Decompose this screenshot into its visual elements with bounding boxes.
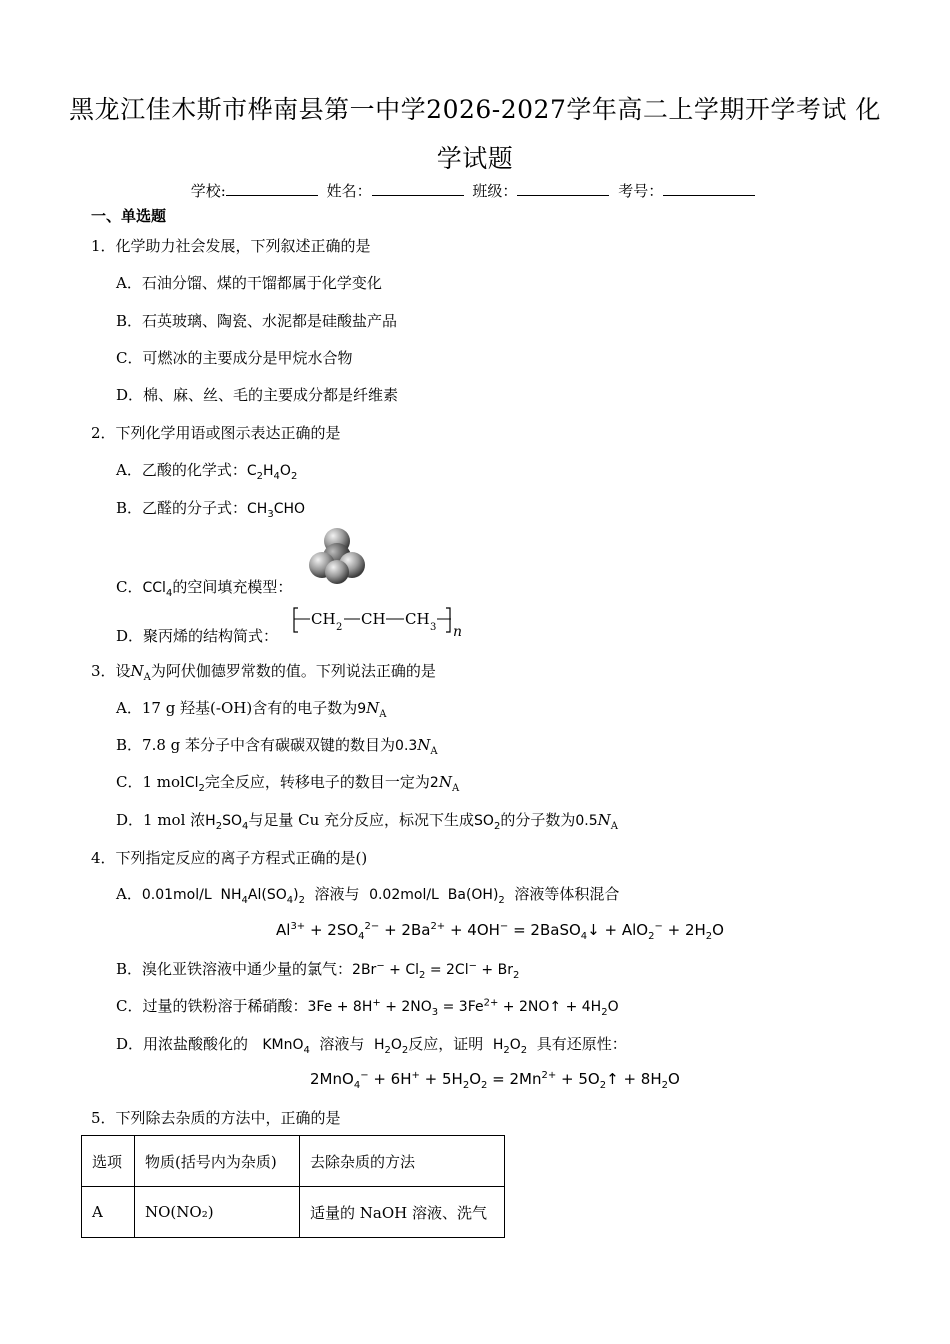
- q4-option-b: B．溴化亚铁溶液中通少量的氯气：$2Br^- + Cl_2 = 2Cl^- + Br_2$: [116, 960, 520, 981]
- svg-text:CH: CH: [311, 610, 336, 628]
- q5-stem: 5．下列除去杂质的方法中，正确的是: [91, 1109, 341, 1127]
- q3-b-text: B．7.8 g 苯分子中含有碳碳双键的数目为: [116, 736, 396, 754]
- q2-option-d-label: D．聚丙烯的结构简式：: [116, 627, 279, 645]
- q3-option-b: B．7.8 g 苯分子中含有碳碳双键的数目为$0.3N_A$: [116, 736, 438, 757]
- q4-a-equation: $Al^{3+} + 2SO_4^{2-} + 2Ba^{2+} + 4OH^-$ = 2BaSO$_4$↓ + $AlO_2^- + 2H_2O$: [276, 921, 724, 942]
- table-cell: NO(NO₂): [135, 1187, 300, 1238]
- q2-option-b: [116, 497, 305, 518]
- q4-d-text-c: 反应，证明: [408, 1035, 484, 1053]
- q3-stem-a: 3．设: [91, 662, 131, 680]
- q3-a-text: A．17 g 羟基(-OH)含有的电子数为: [116, 699, 358, 717]
- q4-a-text-b: 溶液与: [314, 885, 360, 903]
- svg-text:CH: CH: [405, 610, 430, 628]
- svg-text:CH: CH: [361, 610, 386, 628]
- q2-c-formula: CCl$_4$: [142, 580, 173, 599]
- svg-text:3: 3: [430, 622, 437, 633]
- table-header-cell: 物质(括号内为杂质): [135, 1136, 300, 1187]
- q2-a-label: A．乙酸的化学式：: [116, 461, 247, 479]
- table-header-cell: 选项: [82, 1136, 135, 1187]
- school-blank[interactable]: [226, 181, 318, 196]
- q3-d-text-c: 的分子数为: [500, 811, 576, 829]
- table-cell: 适量的 NaOH 溶液、洗气: [300, 1187, 505, 1238]
- q4-d-text-b: 溶液与: [319, 1035, 365, 1053]
- q2-c-label: 的空间填充模型：: [172, 578, 293, 596]
- table-header-row: [82, 1136, 505, 1187]
- q2-stem: 2．下列化学用语或图示表达正确的是: [91, 424, 341, 442]
- q4-option-d: D．用浓盐酸酸化的 KMnO$_4$ 溶液与 $H_2O_2$反应，证明 $H_2O_2$ 具有还原性：: [116, 1035, 627, 1056]
- table-cell: A: [82, 1187, 135, 1238]
- q4-c-text: C．过量的铁粉溶于稀硝酸：: [116, 997, 308, 1015]
- q3-stem-b: 为阿伏伽德罗常数的值。下列说法正确的是: [150, 662, 436, 680]
- q4-option-a: A．0.01mol/L $NH_4Al(SO_4)_2$ 溶液与 0.02mol/L $Ba(OH)_2$ 溶液等体积混合: [116, 885, 620, 906]
- table-header-cell: 去除杂质的方法: [300, 1136, 505, 1187]
- class-label: 班级：: [472, 182, 518, 200]
- page-title-line2: 学试题: [436, 144, 514, 173]
- ccl4-space-filling-model-image: [305, 527, 369, 585]
- q3-d-text-b: 与足量 Cu 充分反应，标况下生成: [248, 811, 475, 829]
- name-blank[interactable]: [372, 181, 464, 196]
- q3-option-a: A．17 g 羟基(-OH)含有的电子数为$9N_A$: [116, 699, 387, 720]
- q2-b-label: B．乙醛的分子式：: [116, 499, 248, 517]
- section-title: 一、单选题: [91, 207, 167, 225]
- q2-c-prefix: C．: [116, 578, 143, 596]
- q3-c-text-b: 完全反应，转移电子的数目一定为: [204, 773, 430, 791]
- q1-option-c: C．可燃冰的主要成分是甲烷水合物: [116, 349, 353, 367]
- q4-option-c: C．过量的铁粉溶于稀硝酸：$3Fe + 8H^+ + 2NO_3 = 3Fe^{2+}$ + 2NO↑ + $4H_2O$: [116, 997, 619, 1018]
- q3-option-d: D．1 mol 浓$H_2SO_4$与足量 Cu 充分反应，标况下生成$SO_2$的分子数为$0.5N_A$: [116, 811, 618, 832]
- exam-number-blank[interactable]: [663, 181, 755, 196]
- q4-a-text-c: 溶液等体积混合: [514, 885, 620, 903]
- q2-option-a: [116, 459, 297, 480]
- q1-option-a: A．石油分馏、煤的干馏都属于化学变化: [116, 274, 382, 292]
- q4-stem: 4．下列指定反应的离子方程式正确的是(): [91, 849, 368, 867]
- q3-c-text-a: C．1 mol: [116, 773, 185, 791]
- q4-d-text-d: 具有还原性：: [536, 1035, 627, 1053]
- q4-a-prefix: A．: [116, 885, 142, 903]
- q4-d-equation: $2MnO_4^- + 6H^+ + 5H_2O_2 = 2Mn^{2+}$ + $5O_2↑ + 8H_2O$: [310, 1070, 680, 1091]
- q4-d-text-a: D．用浓盐酸酸化的: [116, 1035, 249, 1053]
- svg-text:2: 2: [336, 622, 343, 633]
- q1-stem: 1．化学助力社会发展，下列叙述正确的是: [91, 237, 371, 255]
- q5-table: [81, 1135, 505, 1238]
- q2-b-formula: $CH_3CHO$: [247, 501, 306, 520]
- page-title-line1: 黑龙江佳木斯市桦南县第一中学2026-2027学年高二上学期开学考试 化: [69, 95, 881, 124]
- q3-stem: 3．设$N_A$为阿伏伽德罗常数的值。下列说法正确的是: [91, 662, 436, 683]
- student-info-row: [0, 180, 950, 201]
- name-label: 姓名：: [326, 182, 372, 200]
- svg-text:n: n: [453, 624, 463, 640]
- q2-option-c: [116, 576, 292, 597]
- class-blank[interactable]: [517, 181, 609, 196]
- polypropylene-structure-image: [292, 604, 467, 640]
- table-row: [82, 1187, 505, 1238]
- exam-number-label: 考号：: [618, 182, 664, 200]
- q3-d-text-a: D．1 mol 浓: [116, 811, 206, 829]
- q4-b-text: B．溴化亚铁溶液中通少量的氯气：: [116, 960, 353, 978]
- school-label: 学校:: [190, 182, 226, 200]
- q2-a-formula: $C_2H_4O_2$: [246, 463, 298, 482]
- q1-option-b: B．石英玻璃、陶瓷、水泥都是硅酸盐产品: [116, 312, 398, 330]
- q3-option-c: C．1 molCl$_2$完全反应，转移电子的数目一定为$2N_A$: [116, 773, 460, 794]
- q1-option-d: D．棉、麻、丝、毛的主要成分都是纤维素: [116, 386, 399, 404]
